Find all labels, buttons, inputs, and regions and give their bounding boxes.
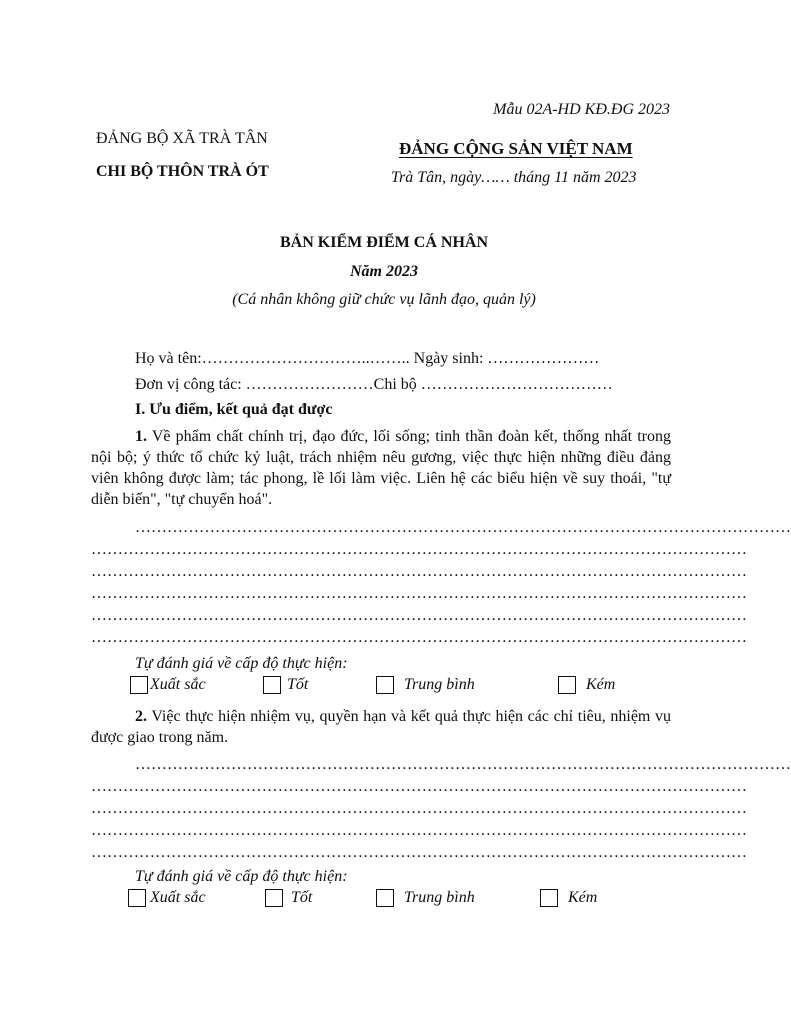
doc-year: Năm 2023	[350, 263, 418, 280]
rating-group-1	[0, 676, 768, 700]
answer-line[interactable]: ……………………………………………………………………………………………………………	[135, 756, 791, 773]
checkbox[interactable]	[376, 889, 394, 907]
checkbox[interactable]	[376, 676, 394, 694]
checkbox[interactable]	[263, 676, 281, 694]
item-1-text: Về phẩm chất chính trị, đạo đức, lối sống; tinh thần đoàn kết, thống nhất trong nội bộ; ý thức tổ chức kỷ luật, trách nhiệm nêu gương, việc thực hiện những điều đảng viên không được làm; tác phong, lề lối làm việc. Liên hệ các biểu hiện về suy thoái, "tự diễn biến", "tự chuyển hoá".	[91, 428, 671, 508]
checkbox[interactable]	[128, 889, 146, 907]
item-2-paragraph	[91, 706, 671, 748]
unit-field-line[interactable]: Đơn vị công tác: ……………………Chi bộ ………………………………	[135, 376, 613, 393]
rating-option-good[interactable]: Tốt	[265, 889, 312, 907]
form-code: Mẫu 02A-HD KĐ.ĐG 2023	[493, 101, 670, 118]
item-2-number: 2.	[135, 708, 147, 725]
answer-line[interactable]: ……………………………………………………………………………………………………………	[135, 519, 791, 536]
answer-line[interactable]: ……………………………………………………………………………………………………………	[91, 563, 747, 580]
rating-option-average[interactable]: Trung bình	[376, 889, 475, 907]
rating-option-average[interactable]: Trung bình	[376, 676, 475, 694]
rating-option-good[interactable]: Tốt	[263, 676, 308, 694]
item-2-text: Việc thực hiện nhiệm vụ, quyền hạn và kết quả thực hiện các chỉ tiêu, nhiệm vụ được giao trong năm.	[91, 708, 671, 746]
checkbox[interactable]	[540, 889, 558, 907]
item-1-paragraph	[91, 426, 671, 510]
rating-group-2	[0, 889, 768, 913]
org-sub: CHI BỘ THÔN TRÀ ÓT	[96, 163, 269, 180]
checkbox[interactable]	[130, 676, 148, 694]
date-line: Trà Tân, ngày…… tháng 11 năm 2023	[391, 169, 637, 186]
rating-option-poor[interactable]: Kém	[540, 889, 597, 907]
item-1-number: 1.	[135, 428, 147, 445]
name-field-line[interactable]: Họ và tên:…………………………..…….. Ngày sinh: …………………	[135, 350, 600, 367]
doc-subtitle: (Cá nhân không giữ chức vụ lãnh đạo, quản lý)	[232, 291, 536, 308]
rating-option-poor[interactable]: Kém	[558, 676, 615, 694]
answer-line[interactable]: ……………………………………………………………………………………………………………	[91, 585, 747, 602]
checkbox[interactable]	[558, 676, 576, 694]
rating-option-excellent[interactable]: Xuất sắc	[128, 889, 206, 907]
rating-prompt: Tự đánh giá về cấp độ thực hiện:	[135, 868, 348, 885]
party-name: ĐẢNG CỘNG SẢN VIỆT NAM	[399, 139, 633, 158]
doc-title: BẢN KIỂM ĐIỂM CÁ NHÂN	[280, 234, 488, 251]
rating-option-excellent[interactable]: Xuất sắc	[130, 676, 206, 694]
answer-line[interactable]: ……………………………………………………………………………………………………………	[91, 800, 747, 817]
answer-line[interactable]: ……………………………………………………………………………………………………………	[91, 844, 747, 861]
section-heading: I. Ưu điểm, kết quả đạt được	[135, 401, 333, 418]
answer-line[interactable]: ……………………………………………………………………………………………………………	[91, 541, 747, 558]
org-top: ĐẢNG BỘ XÃ TRÀ TÂN	[96, 130, 268, 147]
answer-line[interactable]: ……………………………………………………………………………………………………………	[91, 629, 747, 646]
checkbox[interactable]	[265, 889, 283, 907]
answer-line[interactable]: ……………………………………………………………………………………………………………	[91, 607, 747, 624]
answer-line[interactable]: ……………………………………………………………………………………………………………	[91, 822, 747, 839]
rating-prompt: Tự đánh giá về cấp độ thực hiện:	[135, 655, 348, 672]
answer-line[interactable]: ……………………………………………………………………………………………………………	[91, 778, 747, 795]
